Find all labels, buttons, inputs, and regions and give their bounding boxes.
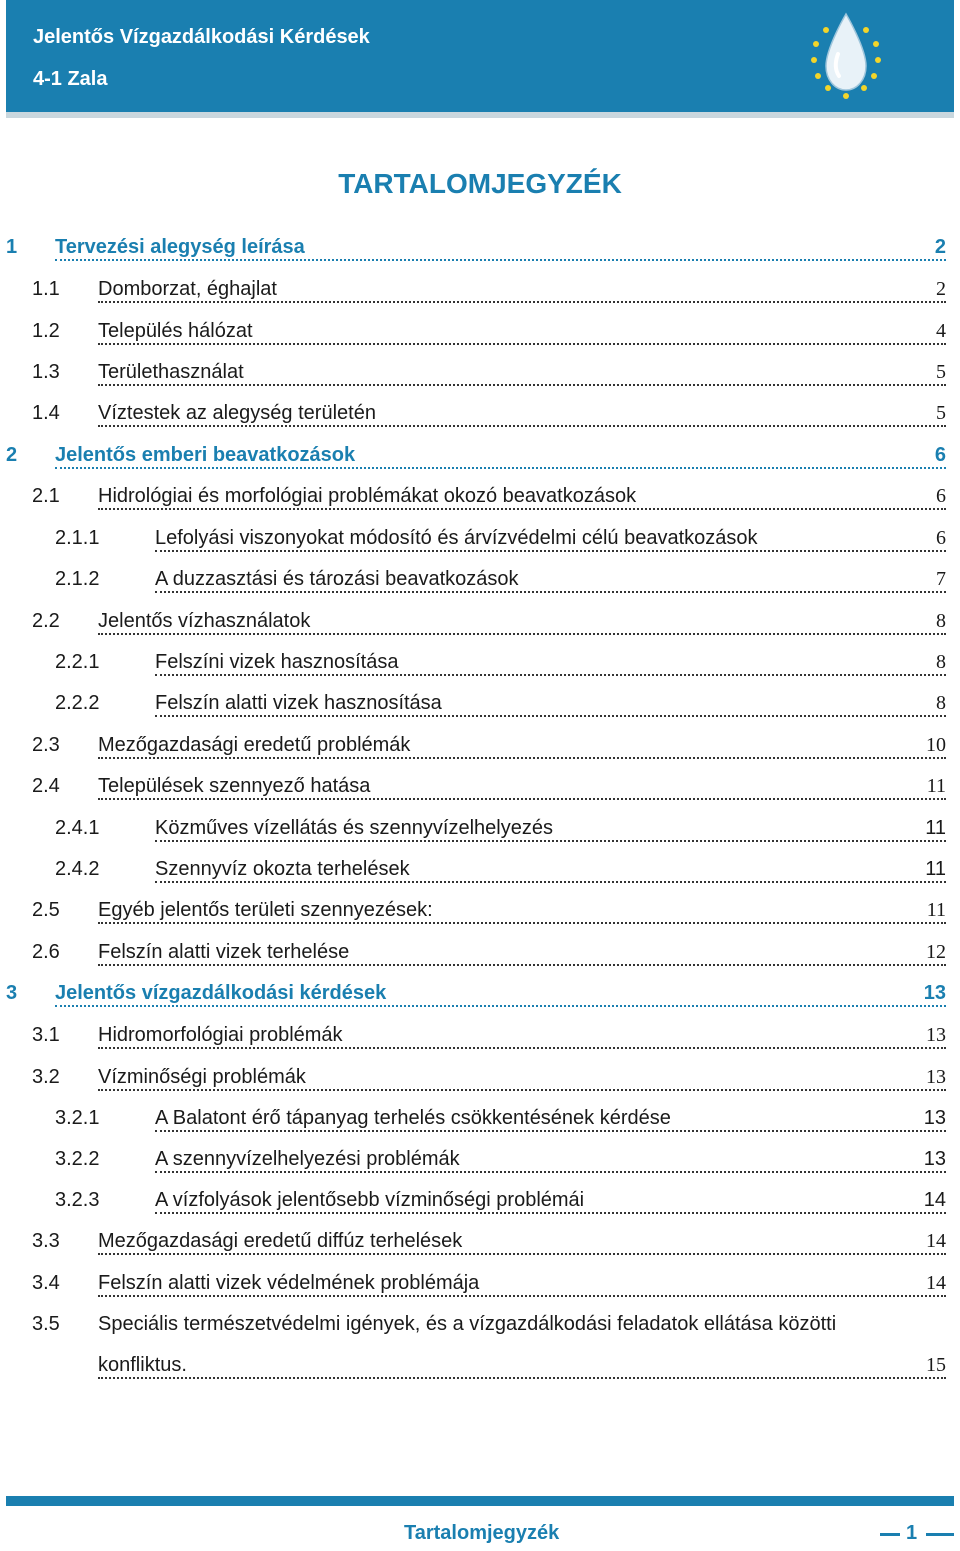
toc-entry-label: Hidrológiai és morfológiai problémákat okozó beavatkozások [98, 485, 637, 507]
toc-entry-label: A szennyvízelhelyezési problémák [155, 1148, 460, 1170]
toc-entry-number: 3.2.3 [55, 1189, 100, 1211]
toc-entry-label: Felszín alatti vizek védelmének problémája [98, 1272, 480, 1294]
toc-entry-number: 3.4 [32, 1272, 60, 1294]
toc-entry[interactable] [0, 858, 960, 890]
toc-entry-label: Jelentős emberi beavatkozások [55, 444, 356, 466]
toc-leader-dots [155, 1171, 946, 1173]
toc-entry[interactable] [0, 692, 960, 724]
toc-entry-label: Mezőgazdasági eredetű problémák [98, 734, 411, 756]
toc-entry-number: 3 [6, 982, 18, 1004]
toc-entry[interactable] [0, 1066, 960, 1098]
toc-entry-label: Jelentős vízhasználatok [98, 610, 311, 632]
toc-entry-page: 2 [936, 278, 946, 300]
toc-entry-number: 2.4.1 [55, 817, 100, 839]
toc-entry-page: 13 [923, 1148, 946, 1170]
toc-entry-label: Területhasználat [98, 361, 244, 383]
toc-entry[interactable] [0, 320, 960, 352]
toc-entry-number: 2.1.1 [55, 527, 100, 549]
toc-entry-number: 2.2 [32, 610, 60, 632]
toc-entry-number: 3.2 [32, 1066, 60, 1088]
footer-label: Tartalomjegyzék [404, 1522, 560, 1544]
toc-entry-page: 6 [936, 485, 946, 507]
toc-entry[interactable] [0, 610, 960, 642]
toc-entry[interactable] [0, 1107, 960, 1139]
toc-entry-page: 7 [936, 568, 946, 590]
toc-entry-label: A vízfolyások jelentősebb vízminőségi problémái [155, 1189, 585, 1211]
toc-entry-label: Víztestek az alegység területén [98, 402, 376, 424]
toc-leader-dots [55, 467, 946, 469]
toc-entry[interactable] [0, 485, 960, 517]
toc-entry-label: Tervezési alegység leírása [55, 236, 305, 258]
toc-entry-page: 11 [925, 858, 946, 880]
toc-entry[interactable] [0, 1148, 960, 1180]
toc-entry-number: 1 [6, 236, 18, 258]
header-shadow [6, 112, 954, 118]
toc-entry-page: 4 [936, 320, 946, 342]
toc-entry-page: 13 [923, 1107, 946, 1129]
toc-entry-number: 2.4.2 [55, 858, 100, 880]
toc-entry-page: 5 [936, 361, 946, 383]
toc-entry-number: 2.3 [32, 734, 60, 756]
toc-entry-page: 14 [923, 1189, 946, 1211]
toc-entry-page: 8 [936, 651, 946, 673]
toc-entry-number: 3.5 [32, 1313, 60, 1335]
toc-entry[interactable] [0, 982, 960, 1014]
toc-entry[interactable] [0, 734, 960, 766]
toc-entry-page: 14 [926, 1230, 946, 1252]
toc-entry[interactable] [0, 1230, 960, 1262]
toc-leader-dots [155, 881, 946, 883]
toc-entry-page: 13 [926, 1024, 946, 1046]
toc-entry-label: Jelentős vízgazdálkodási kérdések [55, 982, 387, 1004]
toc-leader-dots [98, 425, 946, 427]
toc-entry-page: 10 [926, 734, 946, 756]
toc-entry-number: 3.1 [32, 1024, 60, 1046]
toc-entry[interactable] [0, 1189, 960, 1221]
toc-entry-number: 1.4 [32, 402, 60, 424]
toc-leader-dots [98, 922, 946, 924]
toc-entry-page: 14 [926, 1272, 946, 1294]
toc-leader-dots [155, 591, 946, 593]
toc-entry-page: 2 [934, 236, 946, 258]
toc-leader-dots [155, 715, 946, 717]
toc-entry[interactable] [0, 1313, 960, 1345]
document-title: Jelentős Vízgazdálkodási Kérdések [33, 26, 370, 48]
toc-entry[interactable] [0, 527, 960, 559]
toc-leader-dots [155, 1212, 946, 1214]
toc-leader-dots [98, 343, 946, 345]
toc-leader-dots [98, 798, 946, 800]
toc-leader-dots [98, 1089, 946, 1091]
toc-entry-continuation[interactable] [0, 1354, 960, 1386]
toc-entry-label: Felszín alatti vizek hasznosítása [155, 692, 442, 714]
toc-entry-number: 1.2 [32, 320, 60, 342]
toc-entry-number: 2 [6, 444, 18, 466]
toc-entry-label: Lefolyási viszonyokat módosító és árvízvédelmi célú beavatkozások [155, 527, 758, 549]
toc-entry-page: 11 [925, 817, 946, 839]
toc-entry-page: 5 [936, 402, 946, 424]
toc-entry-page: 15 [926, 1354, 946, 1376]
toc-entry[interactable] [0, 1024, 960, 1056]
toc-entry[interactable] [0, 444, 960, 476]
toc-entry-page: 12 [926, 941, 946, 963]
toc-leader-dots [98, 1047, 946, 1049]
toc-entry-label: Hidromorfológiai problémák [98, 1024, 343, 1046]
toc-entry-number: 2.1 [32, 485, 60, 507]
toc-leader-dots [98, 301, 946, 303]
toc-entry-label: A Balatont érő tápanyag terhelés csökkentésének kérdése [155, 1107, 671, 1129]
toc-entry-number: 2.5 [32, 899, 60, 921]
toc-entry-number: 2.6 [32, 941, 60, 963]
toc-entry[interactable] [0, 651, 960, 683]
toc-entry-number: 1.3 [32, 361, 60, 383]
toc-entry-number: 1.1 [32, 278, 60, 300]
toc-leader-dots [55, 1005, 946, 1007]
toc-entry-number: 3.2.1 [55, 1107, 100, 1129]
toc-entry-page: 13 [923, 982, 946, 1004]
toc-entry-label: A duzzasztási és tározási beavatkozások [155, 568, 519, 590]
footer-bar [6, 1496, 954, 1506]
toc-entry-number: 3.2.2 [55, 1148, 100, 1170]
toc-leader-dots [55, 259, 946, 261]
water-drop-stars-icon [808, 8, 884, 106]
toc-entry[interactable] [0, 1272, 960, 1304]
toc-entry-label: Település hálózat [98, 320, 253, 342]
toc-entry[interactable] [0, 402, 960, 434]
toc-leader-dots [98, 1295, 946, 1297]
toc-entry-label: Települések szennyező hatása [98, 775, 371, 797]
toc-leader-dots [98, 757, 946, 759]
toc-title: TARTALOMJEGYZÉK [338, 168, 622, 199]
toc-entry-number: 3.3 [32, 1230, 60, 1252]
toc-entry-page: 13 [926, 1066, 946, 1088]
toc-entry-label: Felszíni vizek hasznosítása [155, 651, 399, 673]
toc-leader-dots [98, 1253, 946, 1255]
toc-entry-label: Egyéb jelentős területi szennyezések: [98, 899, 433, 921]
document-subtitle: 4-1 Zala [33, 68, 108, 90]
toc-entry-page: 8 [936, 610, 946, 632]
toc-entry-page: 8 [936, 692, 946, 714]
toc-entry-number: 2.1.2 [55, 568, 100, 590]
toc-entry-page: 6 [936, 527, 946, 549]
toc-entry-label: Vízminőségi problémák [98, 1066, 306, 1088]
toc-entry[interactable] [0, 278, 960, 310]
toc-leader-dots [155, 550, 946, 552]
toc-leader-dots [98, 508, 946, 510]
toc-entry-number: 2.2.2 [55, 692, 100, 714]
toc-entry[interactable] [0, 361, 960, 393]
toc-entry-page: 11 [926, 899, 946, 921]
toc-entry[interactable] [0, 899, 960, 931]
toc-entry-label-continued: konfliktus. [98, 1354, 187, 1376]
toc-leader-dots [98, 964, 946, 966]
toc-entry-number: 2.4 [32, 775, 60, 797]
toc-entry[interactable] [0, 817, 960, 849]
toc-entry-page: 6 [934, 444, 946, 466]
toc-leader-dots [98, 384, 946, 386]
toc-leader-dots [155, 674, 946, 676]
toc-entry[interactable] [0, 941, 960, 973]
toc-leader-dots [155, 840, 946, 842]
toc-entry-label: Felszín alatti vizek terhelése [98, 941, 350, 963]
toc-entry[interactable] [0, 775, 960, 807]
toc-entry-label: Speciális természetvédelmi igények, és a vízgazdálkodási feladatok ellátása közötti [98, 1313, 837, 1335]
toc-entry[interactable] [0, 236, 960, 268]
footer-dash-left [880, 1533, 900, 1536]
toc-entry-number: 2.2.1 [55, 651, 100, 673]
toc-leader-dots [98, 633, 946, 635]
toc-entry-label: Domborzat, éghajlat [98, 278, 277, 300]
toc-leader-dots [155, 1130, 946, 1132]
toc-leader-dots [98, 1377, 946, 1379]
toc-entry-page: 11 [926, 775, 946, 797]
toc-entry-label: Közműves vízellátás és szennyvízelhelyezés [155, 817, 553, 839]
toc-entry[interactable] [0, 568, 960, 600]
footer-dash-right [926, 1533, 954, 1536]
toc-entry-label: Mezőgazdasági eredetű diffúz terhelések [98, 1230, 463, 1252]
toc-entry-label: Szennyvíz okozta terhelések [155, 858, 410, 880]
footer-page-number: 1 [906, 1522, 918, 1544]
